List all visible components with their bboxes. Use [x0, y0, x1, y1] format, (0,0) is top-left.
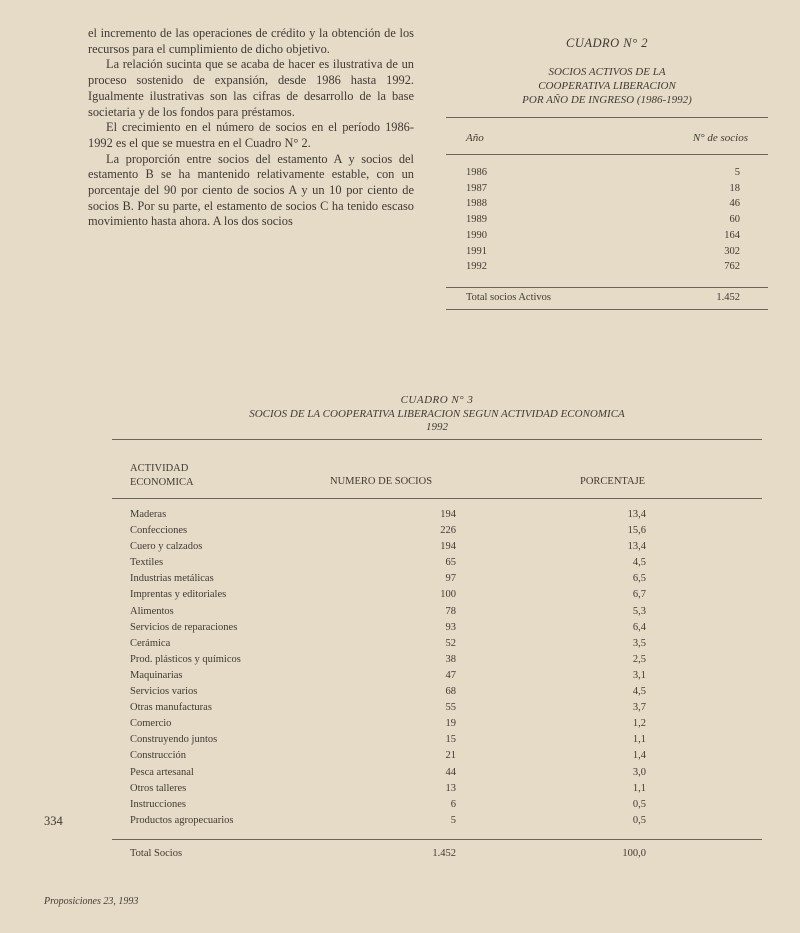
percent-cell: 6,5 [632, 573, 646, 585]
table-rule [446, 309, 768, 310]
percent-cell: 6,4 [632, 621, 646, 633]
activity-cell: Cuero y calzados [130, 541, 203, 553]
cuadro-3-table [112, 394, 762, 870]
table-row [112, 525, 762, 541]
table-row [112, 686, 762, 702]
percent-cell: 3,1 [632, 669, 646, 681]
table-row [112, 589, 762, 605]
table-row [112, 509, 762, 525]
percent-cell: 0,5 [632, 798, 646, 810]
col-header-activity-line: ECONOMICA [130, 477, 194, 488]
table-row [112, 573, 762, 589]
count-cell: 97 [445, 573, 456, 585]
col-header-activity [130, 462, 194, 490]
activity-cell: Comercio [130, 718, 172, 730]
count-cell: 6 [450, 798, 456, 810]
percent-cell: 1,2 [632, 718, 646, 730]
count-cell: 44 [445, 766, 456, 778]
activity-cell: Alimentos [130, 605, 174, 617]
cuadro-3-header [112, 448, 762, 498]
table-row [466, 244, 740, 260]
col-header-percent: PORCENTAJE [580, 476, 646, 487]
activity-cell: Industrias metálicas [130, 573, 214, 585]
activity-cell: Otros talleres [130, 782, 187, 794]
cuadro-2-subtitle [446, 65, 768, 107]
table-row [112, 541, 762, 557]
count-cell: 100 [440, 589, 456, 601]
activity-cell: Instrucciones [130, 798, 186, 810]
cuadro-2-header [446, 126, 768, 154]
percent-cell: 13,4 [627, 541, 646, 553]
table-row [112, 702, 762, 718]
activity-cell: Textiles [130, 557, 164, 569]
table-row [112, 783, 762, 799]
percent-cell: 15,6 [627, 525, 646, 537]
table-row [466, 165, 740, 181]
activity-cell: Prod. plásticos y químicos [130, 653, 241, 665]
count-cell: 78 [445, 605, 456, 617]
activity-cell: Cerámica [130, 637, 171, 649]
count-cell: 762 [724, 261, 740, 273]
cuadro-3-total-row [112, 840, 762, 870]
footer-citation: Proposiciones 23, 1993 [44, 896, 139, 907]
col-header-count: N° de socios [692, 132, 748, 144]
percent-cell: 4,5 [632, 686, 646, 698]
activity-cell: Construcción [130, 750, 186, 762]
table-row [112, 622, 762, 638]
year-cell: 1991 [466, 245, 487, 257]
count-cell: 5 [734, 167, 740, 178]
count-cell: 13 [445, 782, 456, 794]
total-label: Total Socios [130, 847, 183, 859]
activity-cell: Productos agropecuarios [130, 814, 234, 826]
percent-cell: 1,1 [632, 782, 646, 794]
percent-cell: 0,5 [632, 814, 646, 826]
percent-cell: 3,5 [632, 637, 646, 649]
paragraph: La relación sucinta que se acaba de hacer es ilustrativa de un proceso sostenido de expansión, desde 1986 hasta 1992. Igualmente ilustrativas son las cifras de desarrollo de la base societaria y de los fondos para préstamos. [88, 57, 414, 119]
activity-cell: Pesca artesanal [130, 766, 194, 778]
page-number: 334 [44, 814, 63, 828]
percent-cell: 2,5 [632, 653, 646, 665]
year-cell: 1987 [466, 182, 487, 194]
count-cell: 46 [729, 198, 740, 210]
cuadro-3-title: CUADRO N° 3 [400, 394, 474, 406]
total-percent: 100,0 [622, 847, 646, 859]
table-row [466, 228, 740, 244]
cuadro-2-subtitle-line: COOPERATIVA LIBERACION [538, 80, 676, 92]
count-cell: 93 [445, 621, 456, 633]
count-cell: 302 [724, 245, 740, 257]
paragraph: El crecimiento en el número de socios en el período 1986-1992 es el que se muestra en el Cuadro N° 2. [88, 120, 414, 150]
activity-cell: Otras manufacturas [130, 702, 212, 714]
cuadro-3-year: 1992 [426, 421, 448, 433]
table-row [466, 259, 740, 275]
percent-cell: 4,5 [632, 557, 646, 569]
count-cell: 68 [445, 686, 456, 698]
cuadro-2-subtitle-line: SOCIOS ACTIVOS DE LA [548, 66, 666, 78]
table-row [112, 718, 762, 734]
activity-cell: Confecciones [130, 525, 188, 537]
cuadro-3-subtitle: SOCIOS DE LA COOPERATIVA LIBERACION SEGUN ACTIVIDAD ECONOMICA [249, 408, 625, 420]
count-cell: 47 [445, 669, 456, 681]
percent-cell: 1,1 [632, 734, 646, 746]
count-cell: 194 [440, 509, 456, 520]
paragraph: el incremento de las operaciones de crédito y la obtención de los recursos para el cumplimiento de dicho objetivo. [88, 26, 414, 56]
cuadro-2-title: CUADRO N° 2 [565, 36, 649, 50]
activity-cell: Servicios de reparaciones [130, 621, 238, 633]
percent-cell: 13,4 [627, 509, 646, 520]
table-rule [446, 117, 768, 118]
col-header-year: Año [466, 132, 484, 144]
year-cell: 1992 [466, 261, 487, 273]
count-cell: 5 [450, 814, 456, 826]
count-cell: 19 [445, 718, 456, 730]
table-row [466, 196, 740, 212]
cuadro-2-total-row [446, 288, 768, 309]
cuadro-2-subtitle-line: POR AÑO DE INGRESO (1986-1992) [522, 94, 692, 106]
col-header-activity-line: ACTIVIDAD [130, 463, 189, 474]
percent-cell: 3,7 [632, 702, 646, 714]
count-cell: 60 [729, 214, 740, 226]
count-cell: 18 [729, 182, 740, 194]
activity-cell: Construyendo juntos [130, 734, 218, 746]
table-row [112, 734, 762, 750]
year-cell: 1986 [466, 167, 487, 178]
cuadro-2-table [446, 30, 768, 310]
table-row [112, 638, 762, 654]
count-cell: 55 [445, 702, 456, 714]
year-cell: 1988 [466, 198, 487, 210]
percent-cell: 1,4 [632, 750, 646, 762]
count-cell: 15 [445, 734, 456, 746]
activity-cell: Maderas [130, 509, 167, 520]
paragraph: La proporción entre socios del estamento A y socios del estamento B se ha mantenido relativamente estable, con un porcentaje del 90 por ciento de socios A y un 10 por ciento de socios B. Por su parte, el estamento de socios C ha tenido escaso movimiento hasta ahora. A los dos socios [88, 151, 414, 229]
count-cell: 21 [445, 750, 456, 762]
total-label: Total socios Activos [466, 291, 552, 303]
percent-cell: 5,3 [632, 605, 646, 617]
count-cell: 65 [445, 557, 456, 569]
table-rule [112, 439, 762, 440]
table-row [112, 750, 762, 766]
total-value: 1.452 [432, 847, 456, 859]
table-row [112, 606, 762, 622]
table-row [112, 767, 762, 783]
count-cell: 164 [724, 229, 740, 241]
table-row [112, 815, 762, 831]
activity-cell: Imprentas y editoriales [130, 589, 227, 601]
count-cell: 38 [445, 653, 456, 665]
count-cell: 52 [445, 637, 456, 649]
cuadro-2-rows [446, 155, 768, 275]
table-row [466, 212, 740, 228]
year-cell: 1990 [466, 229, 487, 241]
count-cell: 226 [440, 525, 456, 537]
percent-cell: 3,0 [632, 766, 646, 778]
cuadro-3-rows [112, 499, 762, 831]
table-row [112, 557, 762, 573]
table-row [112, 654, 762, 670]
activity-cell: Maquinarias [130, 669, 183, 681]
total-value: 1.452 [716, 291, 740, 303]
table-row [112, 799, 762, 815]
table-row [112, 670, 762, 686]
year-cell: 1989 [466, 214, 487, 226]
table-row [466, 181, 740, 197]
percent-cell: 6,7 [632, 589, 646, 601]
col-header-count: NUMERO DE SOCIOS [330, 476, 433, 487]
activity-cell: Servicios varios [130, 686, 198, 698]
count-cell: 194 [440, 541, 456, 553]
body-text-column [88, 26, 414, 230]
